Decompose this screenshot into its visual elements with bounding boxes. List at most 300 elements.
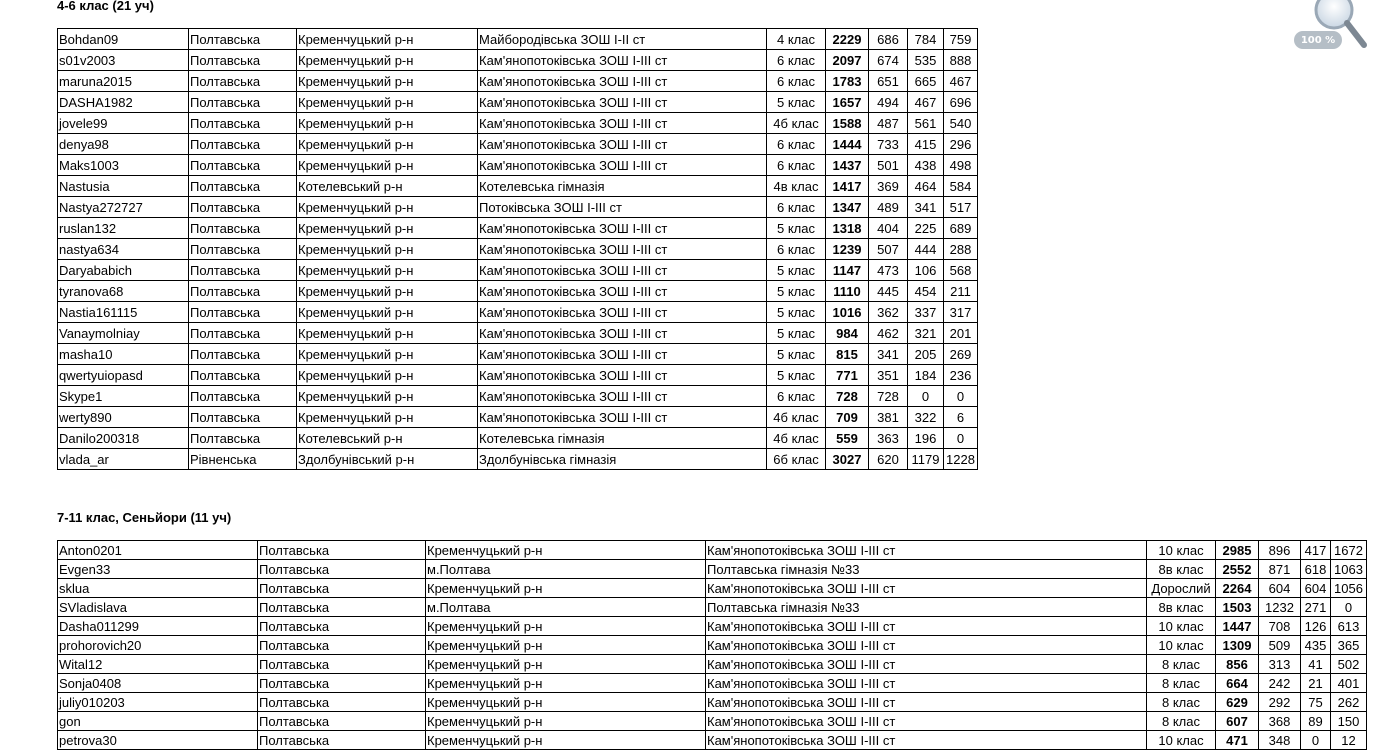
total-score-cell: 1147 xyxy=(826,260,869,281)
region-cell: Полтавська xyxy=(189,29,297,50)
score-2-cell: 89 xyxy=(1301,712,1331,731)
login-cell: Danilo200318 xyxy=(58,428,189,449)
total-score-cell: 1239 xyxy=(826,239,869,260)
total-score-cell: 856 xyxy=(1216,655,1259,674)
score-2-cell: 322 xyxy=(908,407,944,428)
score-2-cell: 0 xyxy=(1301,731,1331,750)
region-cell: Полтавська xyxy=(189,281,297,302)
district-cell: Кременчуцький р-н xyxy=(297,302,478,323)
school-cell: Кам'янопотоківська ЗОШ І-ІІІ ст xyxy=(706,636,1147,655)
grade-cell: 5 клас xyxy=(767,344,826,365)
region-cell: Полтавська xyxy=(258,617,426,636)
grade-cell: 6 клас xyxy=(767,386,826,407)
score-1-cell: 473 xyxy=(869,260,908,281)
district-cell: Кременчуцький р-н xyxy=(297,71,478,92)
region-cell: Полтавська xyxy=(258,655,426,674)
school-cell: Кам'янопотоківська ЗОШ І-ІІІ ст xyxy=(478,239,767,260)
region-cell: Полтавська xyxy=(189,260,297,281)
region-cell: Полтавська xyxy=(189,134,297,155)
total-score-cell: 815 xyxy=(826,344,869,365)
score-1-cell: 404 xyxy=(869,218,908,239)
login-cell: gon xyxy=(58,712,258,731)
district-cell: Кременчуцький р-н xyxy=(297,113,478,134)
score-2-cell: 464 xyxy=(908,176,944,197)
district-cell: Кременчуцький р-н xyxy=(297,29,478,50)
district-cell: Кременчуцький р-н xyxy=(297,344,478,365)
login-cell: vlada_ar xyxy=(58,449,189,470)
district-cell: Кременчуцький р-н xyxy=(297,281,478,302)
score-2-cell: 1179 xyxy=(908,449,944,470)
table-row xyxy=(58,218,978,239)
total-score-cell: 3027 xyxy=(826,449,869,470)
score-3-cell: 759 xyxy=(944,29,978,50)
score-1-cell: 369 xyxy=(869,176,908,197)
district-cell: Кременчуцький р-н xyxy=(297,260,478,281)
score-1-cell: 313 xyxy=(1259,655,1301,674)
total-score-cell: 1417 xyxy=(826,176,869,197)
login-cell: DASHA1982 xyxy=(58,92,189,113)
login-cell: sklua xyxy=(58,579,258,598)
table-row xyxy=(58,239,978,260)
region-cell: Полтавська xyxy=(189,302,297,323)
score-3-cell: 296 xyxy=(944,134,978,155)
grade-cell: 8в клас xyxy=(1147,560,1216,579)
score-3-cell: 613 xyxy=(1331,617,1367,636)
table-row xyxy=(58,636,1367,655)
score-1-cell: 351 xyxy=(869,365,908,386)
region-cell: Полтавська xyxy=(189,407,297,428)
score-3-cell: 401 xyxy=(1331,674,1367,693)
grade-cell: 10 клас xyxy=(1147,731,1216,750)
score-3-cell: 150 xyxy=(1331,712,1367,731)
score-1-cell: 604 xyxy=(1259,579,1301,598)
score-2-cell: 21 xyxy=(1301,674,1331,693)
score-1-cell: 1232 xyxy=(1259,598,1301,617)
district-cell: Кременчуцький р-н xyxy=(426,712,706,731)
score-2-cell: 41 xyxy=(1301,655,1331,674)
total-score-cell: 471 xyxy=(1216,731,1259,750)
score-3-cell: 467 xyxy=(944,71,978,92)
district-cell: Кременчуцький р-н xyxy=(297,407,478,428)
login-cell: tyranova68 xyxy=(58,281,189,302)
score-3-cell: 365 xyxy=(1331,636,1367,655)
table-row xyxy=(58,50,978,71)
total-score-cell: 664 xyxy=(1216,674,1259,693)
score-2-cell: 126 xyxy=(1301,617,1331,636)
grade-cell: 4б клас xyxy=(767,428,826,449)
results-table-4-6 xyxy=(57,28,978,470)
score-3-cell: 1228 xyxy=(944,449,978,470)
login-cell: Skype1 xyxy=(58,386,189,407)
login-cell: Anton0201 xyxy=(58,541,258,560)
total-score-cell: 1016 xyxy=(826,302,869,323)
grade-cell: 6 клас xyxy=(767,71,826,92)
score-1-cell: 462 xyxy=(869,323,908,344)
total-score-cell: 1657 xyxy=(826,92,869,113)
district-cell: м.Полтава xyxy=(426,560,706,579)
region-cell: Полтавська xyxy=(258,693,426,712)
total-score-cell: 2552 xyxy=(1216,560,1259,579)
login-cell: Maks1003 xyxy=(58,155,189,176)
table-row xyxy=(58,29,978,50)
table-row xyxy=(58,113,978,134)
score-1-cell: 368 xyxy=(1259,712,1301,731)
district-cell: Кременчуцький р-н xyxy=(297,92,478,113)
score-3-cell: 288 xyxy=(944,239,978,260)
login-cell: s01v2003 xyxy=(58,50,189,71)
grade-cell: 5 клас xyxy=(767,260,826,281)
score-3-cell: 1672 xyxy=(1331,541,1367,560)
score-1-cell: 381 xyxy=(869,407,908,428)
section-title-7-11: 7-11 клас, Сеньйори (11 уч) xyxy=(57,510,232,525)
score-2-cell: 106 xyxy=(908,260,944,281)
total-score-cell: 1444 xyxy=(826,134,869,155)
region-cell: Полтавська xyxy=(189,365,297,386)
school-cell: Кам'янопотоківська ЗОШ І-ІІІ ст xyxy=(478,92,767,113)
score-3-cell: 236 xyxy=(944,365,978,386)
region-cell: Полтавська xyxy=(189,428,297,449)
score-2-cell: 535 xyxy=(908,50,944,71)
login-cell: Sonja0408 xyxy=(58,674,258,693)
grade-cell: 5 клас xyxy=(767,365,826,386)
region-cell: Полтавська xyxy=(258,674,426,693)
region-cell: Полтавська xyxy=(258,598,426,617)
grade-cell: Дорослий xyxy=(1147,579,1216,598)
region-cell: Полтавська xyxy=(189,197,297,218)
region-cell: Полтавська xyxy=(189,344,297,365)
table-row xyxy=(58,579,1367,598)
table-row xyxy=(58,449,978,470)
table-row xyxy=(58,260,978,281)
grade-cell: 4в клас xyxy=(767,176,826,197)
table-row xyxy=(58,134,978,155)
school-cell: Кам'янопотоківська ЗОШ І-ІІІ ст xyxy=(478,281,767,302)
grade-cell: 6 клас xyxy=(767,197,826,218)
district-cell: Здолбунівський р-н xyxy=(297,449,478,470)
grade-cell: 4 клас xyxy=(767,29,826,50)
login-cell: Nastya272727 xyxy=(58,197,189,218)
score-1-cell: 674 xyxy=(869,50,908,71)
score-1-cell: 348 xyxy=(1259,731,1301,750)
district-cell: Кременчуцький р-н xyxy=(297,365,478,386)
district-cell: Котелевський р-н xyxy=(297,176,478,197)
region-cell: Полтавська xyxy=(258,712,426,731)
login-cell: werty890 xyxy=(58,407,189,428)
login-cell: Nastusia xyxy=(58,176,189,197)
table-row xyxy=(58,365,978,386)
region-cell: Полтавська xyxy=(258,636,426,655)
total-score-cell: 607 xyxy=(1216,712,1259,731)
table-row xyxy=(58,386,978,407)
district-cell: Кременчуцький р-н xyxy=(426,617,706,636)
grade-cell: 5 клас xyxy=(767,92,826,113)
score-1-cell: 445 xyxy=(869,281,908,302)
grade-cell: 10 клас xyxy=(1147,617,1216,636)
district-cell: Кременчуцький р-н xyxy=(426,541,706,560)
total-score-cell: 984 xyxy=(826,323,869,344)
grade-cell: 5 клас xyxy=(767,302,826,323)
score-3-cell: 0 xyxy=(944,386,978,407)
score-3-cell: 211 xyxy=(944,281,978,302)
table-row xyxy=(58,560,1367,579)
login-cell: nastya634 xyxy=(58,239,189,260)
score-2-cell: 467 xyxy=(908,92,944,113)
total-score-cell: 2985 xyxy=(1216,541,1259,560)
login-cell: masha10 xyxy=(58,344,189,365)
region-cell: Полтавська xyxy=(258,541,426,560)
grade-cell: 6 клас xyxy=(767,155,826,176)
score-2-cell: 184 xyxy=(908,365,944,386)
table-row xyxy=(58,92,978,113)
total-score-cell: 1503 xyxy=(1216,598,1259,617)
score-2-cell: 337 xyxy=(908,302,944,323)
score-2-cell: 417 xyxy=(1301,541,1331,560)
score-3-cell: 6 xyxy=(944,407,978,428)
district-cell: Кременчуцький р-н xyxy=(297,386,478,407)
login-cell: Bohdan09 xyxy=(58,29,189,50)
school-cell: Кам'янопотоківська ЗОШ І-ІІІ ст xyxy=(478,113,767,134)
grade-cell: 6 клас xyxy=(767,50,826,71)
score-2-cell: 604 xyxy=(1301,579,1331,598)
school-cell: Кам'янопотоківська ЗОШ І-ІІІ ст xyxy=(478,260,767,281)
score-3-cell: 1063 xyxy=(1331,560,1367,579)
table-row xyxy=(58,617,1367,636)
score-3-cell: 502 xyxy=(1331,655,1367,674)
school-cell: Полтавська гімназія №33 xyxy=(706,598,1147,617)
score-2-cell: 454 xyxy=(908,281,944,302)
grade-cell: 4б клас xyxy=(767,113,826,134)
school-cell: Кам'янопотоківська ЗОШ І-ІІІ ст xyxy=(706,579,1147,598)
score-3-cell: 262 xyxy=(1331,693,1367,712)
table-row xyxy=(58,598,1367,617)
district-cell: Кременчуцький р-н xyxy=(297,323,478,344)
district-cell: Котелевський р-н xyxy=(297,428,478,449)
score-1-cell: 871 xyxy=(1259,560,1301,579)
table-row xyxy=(58,674,1367,693)
total-score-cell: 2264 xyxy=(1216,579,1259,598)
grade-cell: 10 клас xyxy=(1147,541,1216,560)
score-2-cell: 196 xyxy=(908,428,944,449)
school-cell: Кам'янопотоківська ЗОШ І-ІІІ ст xyxy=(478,218,767,239)
table-row xyxy=(58,407,978,428)
login-cell: juliy010203 xyxy=(58,693,258,712)
score-3-cell: 201 xyxy=(944,323,978,344)
score-1-cell: 507 xyxy=(869,239,908,260)
grade-cell: 8 клас xyxy=(1147,674,1216,693)
table-row xyxy=(58,731,1367,750)
score-2-cell: 665 xyxy=(908,71,944,92)
login-cell: Nastia161115 xyxy=(58,302,189,323)
login-cell: prohorovich20 xyxy=(58,636,258,655)
score-3-cell: 12 xyxy=(1331,731,1367,750)
score-2-cell: 205 xyxy=(908,344,944,365)
score-3-cell: 584 xyxy=(944,176,978,197)
score-1-cell: 363 xyxy=(869,428,908,449)
grade-cell: 8в клас xyxy=(1147,598,1216,617)
score-1-cell: 620 xyxy=(869,449,908,470)
score-1-cell: 341 xyxy=(869,344,908,365)
login-cell: Vanaymolniay xyxy=(58,323,189,344)
total-score-cell: 629 xyxy=(1216,693,1259,712)
score-2-cell: 561 xyxy=(908,113,944,134)
score-3-cell: 696 xyxy=(944,92,978,113)
score-1-cell: 896 xyxy=(1259,541,1301,560)
region-cell: Полтавська xyxy=(189,71,297,92)
school-cell: Кам'янопотоківська ЗОШ І-ІІІ ст xyxy=(478,71,767,92)
results-table-7-11 xyxy=(57,540,1367,750)
school-cell: Кам'янопотоківська ЗОШ І-ІІІ ст xyxy=(478,386,767,407)
table-row xyxy=(58,71,978,92)
score-1-cell: 733 xyxy=(869,134,908,155)
total-score-cell: 1588 xyxy=(826,113,869,134)
region-cell: Полтавська xyxy=(189,155,297,176)
region-cell: Полтавська xyxy=(258,579,426,598)
score-3-cell: 269 xyxy=(944,344,978,365)
region-cell: Полтавська xyxy=(189,239,297,260)
grade-cell: 6 клас xyxy=(767,239,826,260)
school-cell: Кам'янопотоківська ЗОШ І-ІІІ ст xyxy=(706,693,1147,712)
score-3-cell: 888 xyxy=(944,50,978,71)
login-cell: denya98 xyxy=(58,134,189,155)
region-cell: Полтавська xyxy=(189,92,297,113)
login-cell: maruna2015 xyxy=(58,71,189,92)
score-3-cell: 0 xyxy=(1331,598,1367,617)
table-row xyxy=(58,428,978,449)
region-cell: Рівненська xyxy=(189,449,297,470)
school-cell: Котелевська гімназія xyxy=(478,176,767,197)
school-cell: Кам'янопотоківська ЗОШ І-ІІІ ст xyxy=(706,674,1147,693)
zoom-level-label: 100 % xyxy=(1300,35,1336,46)
school-cell: Кам'янопотоківська ЗОШ І-ІІІ ст xyxy=(706,655,1147,674)
region-cell: Полтавська xyxy=(189,176,297,197)
score-2-cell: 438 xyxy=(908,155,944,176)
district-cell: Кременчуцький р-н xyxy=(426,579,706,598)
score-3-cell: 689 xyxy=(944,218,978,239)
score-2-cell: 618 xyxy=(1301,560,1331,579)
login-cell: petrova30 xyxy=(58,731,258,750)
district-cell: Кременчуцький р-н xyxy=(297,50,478,71)
login-cell: SVladislava xyxy=(58,598,258,617)
score-2-cell: 321 xyxy=(908,323,944,344)
school-cell: Котелевська гімназія xyxy=(478,428,767,449)
school-cell: Кам'янопотоківська ЗОШ І-ІІІ ст xyxy=(478,407,767,428)
total-score-cell: 1783 xyxy=(826,71,869,92)
grade-cell: 6б клас xyxy=(767,449,826,470)
school-cell: Кам'янопотоківська ЗОШ І-ІІІ ст xyxy=(478,323,767,344)
score-1-cell: 651 xyxy=(869,71,908,92)
table-row xyxy=(58,176,978,197)
score-2-cell: 75 xyxy=(1301,693,1331,712)
school-cell: Полтавська гімназія №33 xyxy=(706,560,1147,579)
table-row xyxy=(58,693,1367,712)
score-3-cell: 568 xyxy=(944,260,978,281)
score-2-cell: 415 xyxy=(908,134,944,155)
region-cell: Полтавська xyxy=(189,113,297,134)
total-score-cell: 2229 xyxy=(826,29,869,50)
table-row xyxy=(58,344,978,365)
school-cell: Кам'янопотоківська ЗОШ І-ІІІ ст xyxy=(706,541,1147,560)
score-3-cell: 1056 xyxy=(1331,579,1367,598)
score-1-cell: 708 xyxy=(1259,617,1301,636)
school-cell: Кам'янопотоківська ЗОШ І-ІІІ ст xyxy=(706,731,1147,750)
region-cell: Полтавська xyxy=(189,218,297,239)
grade-cell: 5 клас xyxy=(767,281,826,302)
table-row xyxy=(58,655,1367,674)
school-cell: Кам'янопотоківська ЗОШ І-ІІІ ст xyxy=(706,617,1147,636)
total-score-cell: 2097 xyxy=(826,50,869,71)
school-cell: Кам'янопотоківська ЗОШ І-ІІІ ст xyxy=(478,302,767,323)
district-cell: Кременчуцький р-н xyxy=(297,239,478,260)
total-score-cell: 709 xyxy=(826,407,869,428)
school-cell: Кам'янопотоківська ЗОШ І-ІІІ ст xyxy=(478,365,767,386)
score-1-cell: 494 xyxy=(869,92,908,113)
table-row xyxy=(58,712,1367,731)
district-cell: Кременчуцький р-н xyxy=(426,674,706,693)
score-2-cell: 435 xyxy=(1301,636,1331,655)
score-2-cell: 784 xyxy=(908,29,944,50)
score-1-cell: 487 xyxy=(869,113,908,134)
grade-cell: 5 клас xyxy=(767,218,826,239)
grade-cell: 6 клас xyxy=(767,134,826,155)
score-3-cell: 498 xyxy=(944,155,978,176)
score-1-cell: 509 xyxy=(1259,636,1301,655)
total-score-cell: 1437 xyxy=(826,155,869,176)
score-1-cell: 242 xyxy=(1259,674,1301,693)
total-score-cell: 559 xyxy=(826,428,869,449)
district-cell: Кременчуцький р-н xyxy=(426,636,706,655)
school-cell: Кам'янопотоківська ЗОШ І-ІІІ ст xyxy=(478,344,767,365)
score-3-cell: 517 xyxy=(944,197,978,218)
login-cell: qwertyuiopasd xyxy=(58,365,189,386)
score-1-cell: 362 xyxy=(869,302,908,323)
region-cell: Полтавська xyxy=(189,386,297,407)
grade-cell: 8 клас xyxy=(1147,712,1216,731)
grade-cell: 8 клас xyxy=(1147,655,1216,674)
total-score-cell: 1309 xyxy=(1216,636,1259,655)
table-row xyxy=(58,302,978,323)
score-1-cell: 489 xyxy=(869,197,908,218)
district-cell: Кременчуцький р-н xyxy=(426,731,706,750)
grade-cell: 5 клас xyxy=(767,323,826,344)
school-cell: Кам'янопотоківська ЗОШ І-ІІІ ст xyxy=(478,134,767,155)
table-row xyxy=(58,155,978,176)
login-cell: Evgen33 xyxy=(58,560,258,579)
score-2-cell: 225 xyxy=(908,218,944,239)
score-1-cell: 686 xyxy=(869,29,908,50)
login-cell: Daryababich xyxy=(58,260,189,281)
score-3-cell: 317 xyxy=(944,302,978,323)
district-cell: Кременчуцький р-н xyxy=(297,218,478,239)
total-score-cell: 728 xyxy=(826,386,869,407)
total-score-cell: 1347 xyxy=(826,197,869,218)
region-cell: Полтавська xyxy=(258,731,426,750)
school-cell: Кам'янопотоківська ЗОШ І-ІІІ ст xyxy=(478,155,767,176)
score-3-cell: 0 xyxy=(944,428,978,449)
section-title-4-6: 4-6 клас (21 уч) xyxy=(57,0,154,13)
school-cell: Здолбунівська гімназія xyxy=(478,449,767,470)
login-cell: jovele99 xyxy=(58,113,189,134)
region-cell: Полтавська xyxy=(189,50,297,71)
score-1-cell: 292 xyxy=(1259,693,1301,712)
district-cell: Кременчуцький р-н xyxy=(297,155,478,176)
score-2-cell: 0 xyxy=(908,386,944,407)
table-row xyxy=(58,323,978,344)
login-cell: Dasha011299 xyxy=(58,617,258,636)
district-cell: Кременчуцький р-н xyxy=(426,655,706,674)
score-1-cell: 728 xyxy=(869,386,908,407)
district-cell: Кременчуцький р-н xyxy=(297,134,478,155)
region-cell: Полтавська xyxy=(189,323,297,344)
